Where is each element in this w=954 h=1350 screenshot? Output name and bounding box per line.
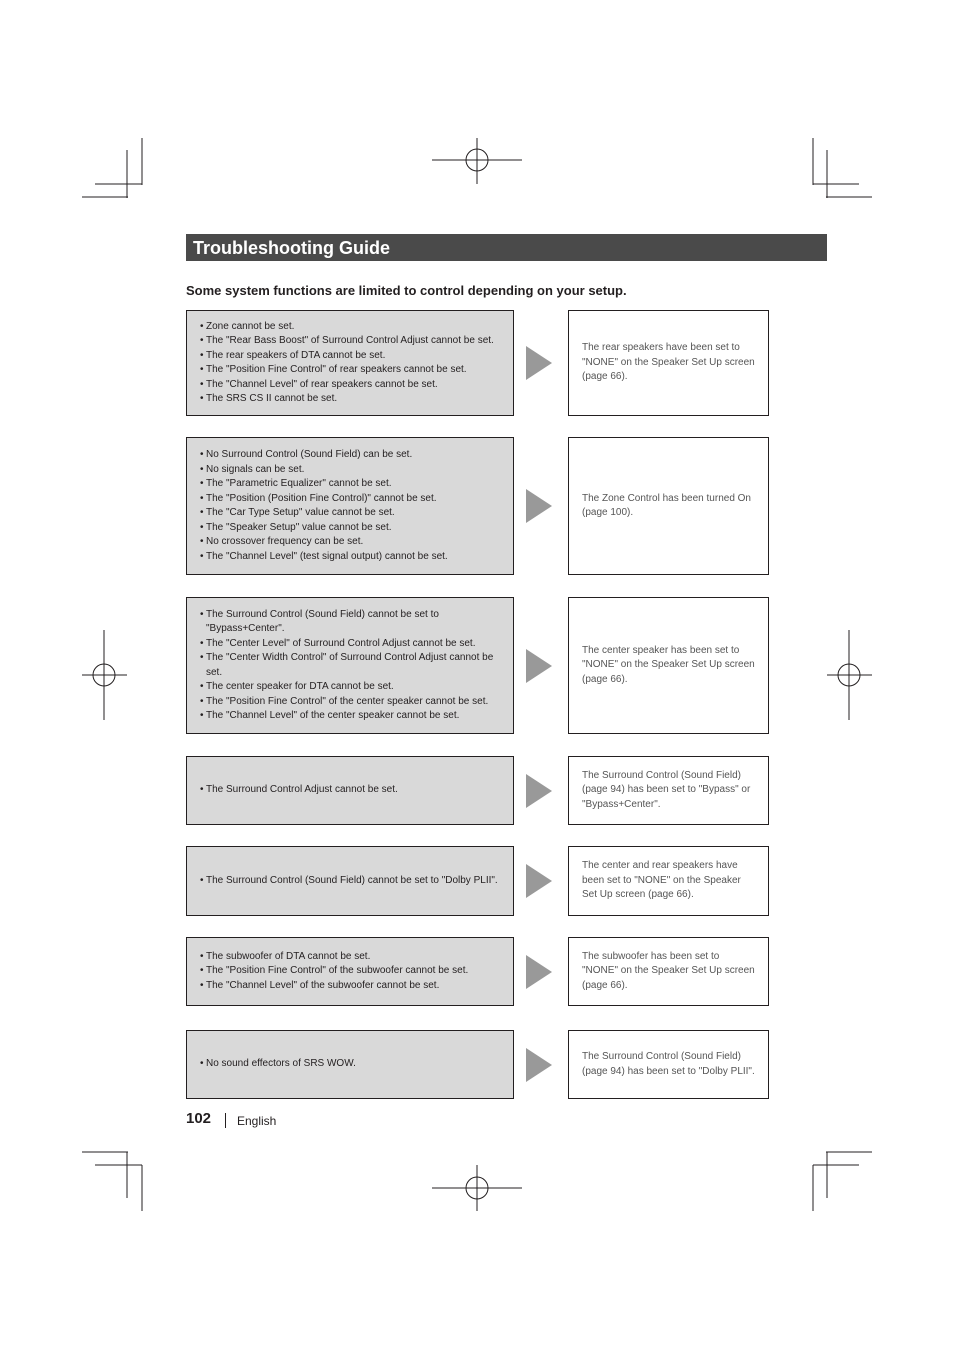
arrow-right-icon (526, 774, 552, 808)
symptom-box (186, 756, 514, 825)
symptom-item: • The center speaker for DTA cannot be set. (200, 680, 505, 695)
symptom-box (186, 437, 514, 575)
symptom-item: • No sound effectors of SRS WOW. (200, 1057, 505, 1072)
troubleshoot-row (186, 937, 769, 1006)
cause-box (568, 597, 769, 734)
symptom-item: • The "Parametric Equalizer" cannot be set. (200, 477, 505, 492)
arrow-right-icon (526, 955, 552, 989)
symptom-item: • The Surround Control (Sound Field) cannot be set to "Dolby PLII". (200, 874, 505, 889)
cause-text: The subwoofer has been set to "NONE" on the Speaker Set Up screen (page 66). (582, 950, 755, 991)
cause-text: The Surround Control (Sound Field) (page 94) has been set to "Bypass" or "Bypass+Center". (582, 769, 751, 810)
symptom-item: • The "Position Fine Control" of the subwoofer cannot be set. (200, 964, 505, 979)
page-title: Troubleshooting Guide (193, 238, 390, 258)
arrow-right-icon (526, 346, 552, 380)
page-number: 102 (186, 1110, 212, 1127)
symptom-box (186, 310, 514, 416)
troubleshoot-row (186, 1030, 769, 1099)
footer-language: English (237, 1114, 277, 1128)
symptom-item: • The "Channel Level" of the center speaker cannot be set. (200, 709, 505, 724)
cause-box (568, 437, 769, 575)
cause-text: The center and rear speakers have been set to "NONE" on the Speaker Set Up screen (page 66). (582, 860, 741, 901)
symptom-item: • The "Position Fine Control" of the center speaker cannot be set. (200, 695, 505, 710)
cause-text: The center speaker has been set to "NONE" on the Speaker Set Up screen (page 66). (582, 644, 755, 685)
symptom-item: • The "Rear Bass Boost" of Surround Control Adjust cannot be set. (200, 334, 505, 349)
symptom-item: • No crossover frequency can be set. (200, 535, 505, 550)
cause-text: The rear speakers have been set to "NONE" on the Speaker Set Up screen (page 66). (582, 342, 755, 383)
symptom-item: • The Surround Control Adjust cannot be set. (200, 783, 505, 798)
cause-box (568, 937, 769, 1006)
symptom-item: • The SRS CS II cannot be set. (200, 392, 505, 407)
symptom-item: • The "Position (Position Fine Control)" cannot be set. (200, 492, 505, 507)
cause-box (568, 310, 769, 416)
symptom-item: • The subwoofer of DTA cannot be set. (200, 950, 505, 965)
symptom-item: • The "Channel Level" of rear speakers cannot be set. (200, 378, 505, 393)
arrow-right-icon (526, 489, 552, 523)
symptom-box (186, 1030, 514, 1099)
symptom-box (186, 597, 514, 734)
cause-box (568, 1030, 769, 1099)
troubleshoot-row (186, 310, 769, 416)
symptom-item: • The "Center Width Control" of Surround Control Adjust cannot be set. (200, 651, 505, 680)
troubleshoot-row (186, 597, 769, 734)
arrow-right-icon (526, 649, 552, 683)
cause-text: The Surround Control (Sound Field) (page 94) has been set to "Dolby PLII". (582, 1051, 755, 1077)
symptom-item: • Zone cannot be set. (200, 320, 505, 335)
cause-box (568, 756, 769, 825)
symptom-box (186, 846, 514, 916)
intro-text: Some system functions are limited to control depending on your setup. (186, 283, 627, 298)
troubleshoot-row (186, 756, 769, 825)
arrow-right-icon (526, 864, 552, 898)
symptom-item: • No Surround Control (Sound Field) can be set. (200, 448, 505, 463)
symptom-item: • The "Position Fine Control" of rear speakers cannot be set. (200, 363, 505, 378)
symptom-item: • The rear speakers of DTA cannot be set. (200, 349, 505, 364)
symptom-item: • The "Center Level" of Surround Control Adjust cannot be set. (200, 637, 505, 652)
cause-box (568, 846, 769, 916)
symptom-item: • The "Speaker Setup" value cannot be set. (200, 521, 505, 536)
troubleshoot-row (186, 846, 769, 916)
arrow-right-icon (526, 1048, 552, 1082)
footer-divider (225, 1113, 226, 1128)
symptom-item: • No signals can be set. (200, 463, 505, 478)
cause-text: The Zone Control has been turned On (page 100). (582, 492, 751, 518)
symptom-item: • The Surround Control (Sound Field) cannot be set to "Bypass+Center". (200, 608, 505, 637)
troubleshoot-row (186, 437, 769, 575)
symptom-box (186, 937, 514, 1006)
symptom-item: • The "Channel Level" of the subwoofer cannot be set. (200, 979, 505, 994)
symptom-item: • The "Car Type Setup" value cannot be set. (200, 506, 505, 521)
symptom-item: • The "Channel Level" (test signal output) cannot be set. (200, 550, 505, 565)
section-title-bar (186, 234, 827, 261)
